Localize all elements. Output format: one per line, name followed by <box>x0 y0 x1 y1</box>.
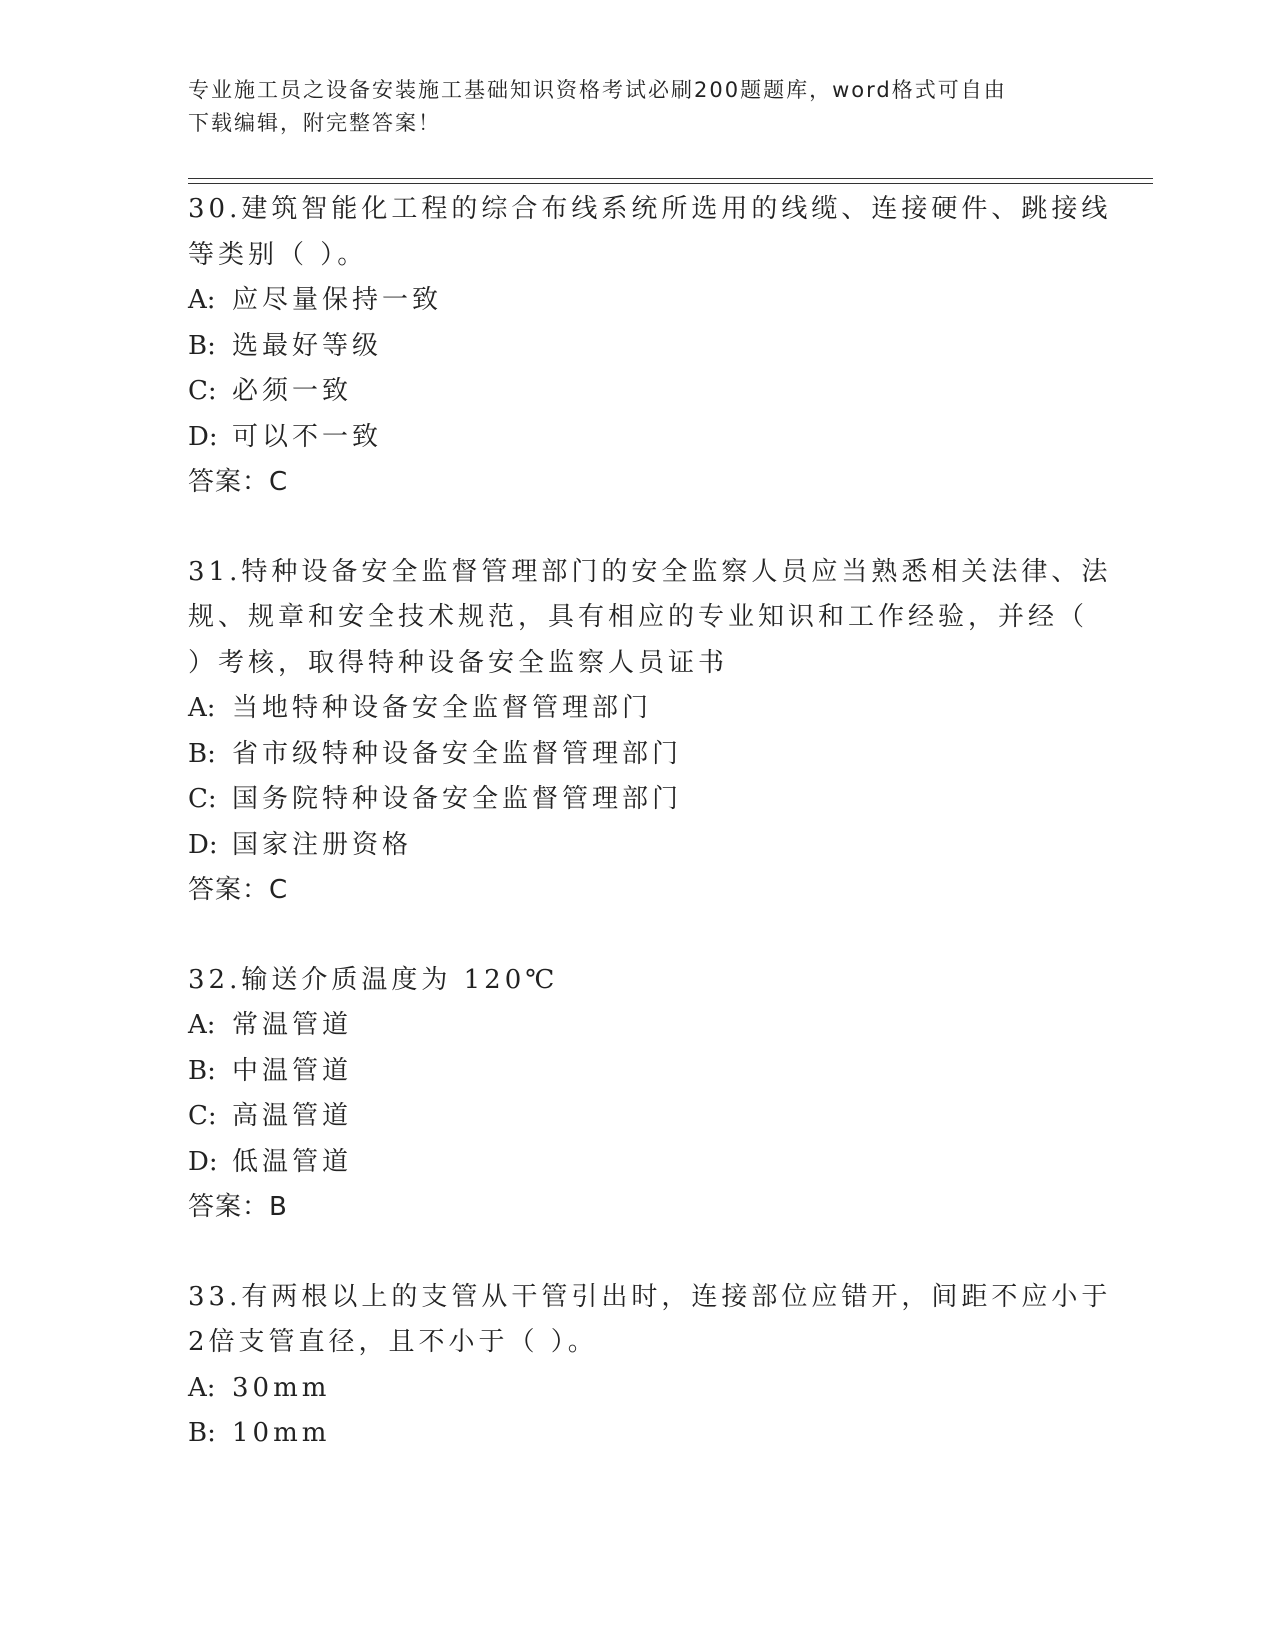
option-text: 国务院特种设备安全监督管理部门 <box>232 784 683 814</box>
option-text: 常温管道 <box>232 1010 353 1040</box>
question-text-line: 规、规章和安全技术规范，具有相应的专业知识和工作经验，并经（ <box>188 602 1089 632</box>
option-letter: B: <box>188 1418 216 1448</box>
option-letter: B: <box>188 738 216 769</box>
option-c <box>188 369 1088 415</box>
option-text: 当地特种设备安全监督管理部门 <box>232 693 653 723</box>
question-text-line: 33.有两根以上的支管从干管引出时，连接部位应错开，间距不应小于 <box>188 1281 1112 1312</box>
option-text: 国家注册资格 <box>232 829 413 860</box>
option-letter: A: <box>188 285 216 315</box>
question-31 <box>188 550 1112 914</box>
option-b <box>188 1049 1088 1095</box>
option-d <box>188 823 1088 869</box>
question-text-line: 等类别（ ）。 <box>188 239 368 270</box>
option-d <box>188 1140 1088 1186</box>
option-b <box>188 732 1088 778</box>
option-text: 可以不一致 <box>232 421 383 452</box>
option-letter: B: <box>188 1055 216 1086</box>
header-title-line-2: 下载编辑，附完整答案！ <box>188 111 441 135</box>
option-text: 必须一致 <box>232 376 353 406</box>
question-32 <box>188 958 1088 1231</box>
option-text: 选最好等级 <box>232 330 383 361</box>
option-letter: D: <box>188 1146 218 1177</box>
header-divider-top <box>188 178 1153 179</box>
option-c <box>188 777 1088 823</box>
option-text: 省市级特种设备安全监督管理部门 <box>232 738 683 769</box>
header-divider-bottom <box>188 183 1153 184</box>
option-text: 应尽量保持一致 <box>232 285 443 315</box>
option-text: 高温管道 <box>232 1101 353 1131</box>
document-header <box>188 74 1068 140</box>
question-text-line: 31.特种设备安全监督管理部门的安全监察人员应当熟悉相关法律、法 <box>188 556 1112 587</box>
option-letter: A: <box>188 1372 216 1403</box>
option-letter: A: <box>188 1010 216 1040</box>
option-letter: C: <box>188 1101 217 1131</box>
header-title-line-1: 专业施工员之设备安装施工基础知识资格考试必刷200题题库，word格式可自由 <box>188 78 1007 102</box>
question-30 <box>188 187 1112 506</box>
question-list <box>188 187 1112 1457</box>
question-text-line: 30.建筑智能化工程的综合布线系统所选用的线缆、连接硬件、跳接线 <box>188 194 1112 224</box>
question-33 <box>188 1275 1112 1457</box>
option-a <box>188 1003 1088 1049</box>
option-c <box>188 1094 1088 1140</box>
option-letter: D: <box>188 421 218 452</box>
option-a <box>188 278 1088 324</box>
option-text: 中温管道 <box>232 1055 353 1086</box>
option-b <box>188 1411 1088 1457</box>
option-letter: D: <box>188 829 218 860</box>
answer-line: 答案：C <box>188 875 289 905</box>
question-text-line: 32.输送介质温度为 120℃ <box>188 964 559 995</box>
option-text: 30mm <box>232 1372 331 1403</box>
option-letter: A: <box>188 693 216 723</box>
option-letter: C: <box>188 784 217 814</box>
option-letter: C: <box>188 376 217 406</box>
question-text-line: ）考核，取得特种设备安全监察人员证书 <box>188 647 729 678</box>
option-b <box>188 324 1088 370</box>
option-d <box>188 415 1088 461</box>
option-a <box>188 686 1088 732</box>
option-a <box>188 1366 1088 1412</box>
answer-line: 答案：B <box>188 1192 288 1222</box>
option-text: 低温管道 <box>232 1146 353 1177</box>
answer-line: 答案：C <box>188 467 289 497</box>
option-letter: B: <box>188 330 216 361</box>
question-text-line: 2倍支管直径，且不小于（ ）。 <box>188 1327 598 1357</box>
option-text: 10mm <box>232 1418 331 1448</box>
